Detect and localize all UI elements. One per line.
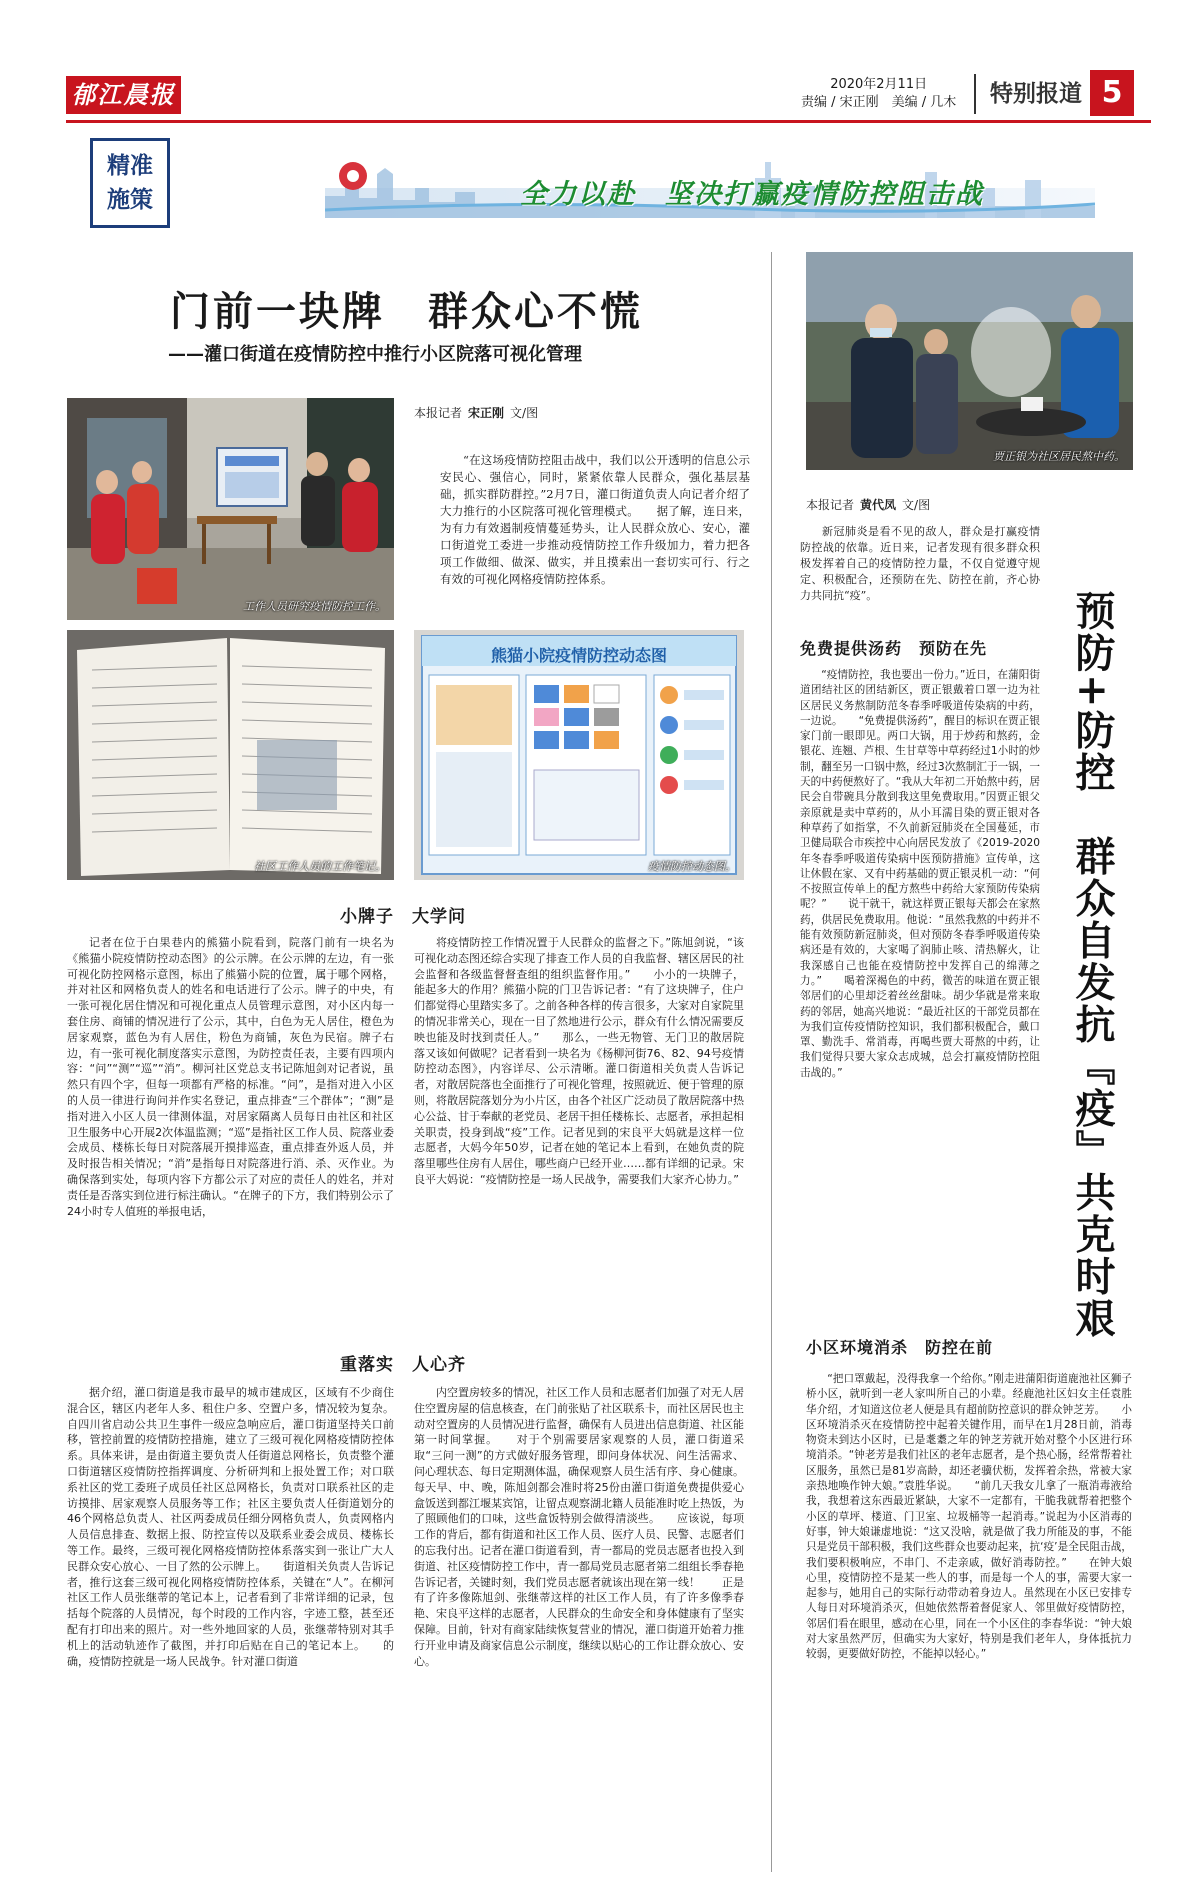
staff-meeting-image bbox=[67, 398, 394, 620]
page-number: 5 bbox=[1090, 70, 1134, 116]
work-notebook-image bbox=[67, 630, 394, 880]
section1-column-1 bbox=[67, 935, 394, 1219]
photo-control-board bbox=[414, 630, 744, 880]
sidebar-section-title-herbal: 免费提供汤药 预防在先 bbox=[800, 639, 988, 658]
photo2-caption: 社区工作人员的工作笔记。 bbox=[254, 860, 386, 873]
byline-role: 文/图 bbox=[510, 406, 539, 420]
sidebar-byline-role: 文/图 bbox=[902, 498, 931, 512]
photo-staff-meeting bbox=[67, 398, 394, 620]
sidebar-section2-text: “把口罩戴起，没得我拿一个给你。”刚走进蒲阳街道鹿池社区狮子桥小区，就听到一老人家叫所自己的小辈。经鹿池社区妇女主任袁胜华介绍，才知道这位老人便是具有超前防控意识的群众钟芝芳。 小区环境消杀灭在疫情防控中起着关键作用，而早在1月28日前，消毒物资未到达小区时，已是耄耋之年的钟芝芳就开始对整个小区进行环境消杀。“钟老芳是我们社区的老年志愿者，是个热心肠，经常帮着社区服务，虽然已是81岁高龄，却还老骥伏枥，发挥着余热，常被大家亲热地唤作钟大娘。”袁胜华说。 “前几天我女儿拿了一瓶消毒液给我，我想着这东西最近紧缺，大家不一定都有，干脆我就帮着把整个小区的草坪、楼道、门卫室、垃圾桶等一起消毒。”说起为小区消毒的好事，钟大娘谦虚地说：“这又没啥，就是做了我力所能及的事，不能只是党员干部积极，我们这些群众也要动起来，抗‘疫’是全民阻击战，我们要积极响应，不串门、不走亲戚，做好消毒防控。” 在钟大娘心里，疫情防控不是某一些人的事，而是每一个人的事，需要大家一起参与，她用自己的实际行动带动着身边人。虽然现在小区已安排专人每日对环境消杀灭，但她依然帮着督促家人、邻里做好疫情防控，邻居们看在眼里，感动在心里，同在一个小区住的李春华说：“钟大娘对大家虽然严厉，但确实为大家好，特别是我们老年人，身体抵抗力较弱，更要做好防控，不能掉以轻心。” bbox=[806, 1373, 1132, 1661]
photo3-caption: 疫情防控动态图。 bbox=[648, 860, 736, 873]
photo-work-notebook bbox=[67, 630, 394, 880]
sidebar-vertical-headline bbox=[1062, 505, 1122, 1425]
board-title: 熊猫小院疫情防控动态图 bbox=[490, 646, 667, 665]
banner-slogan: 全力以赴 坚决打赢疫情防控阻击战 bbox=[520, 179, 984, 210]
section2-column-1 bbox=[67, 1385, 394, 1669]
photo1-caption: 工作人员研究疫情防控工作。 bbox=[243, 600, 386, 613]
section1-col2-text: 将疫情防控工作情况置于人民群众的监督之下。”陈旭剑说，“该可视化动态图还综合实现了排查工作人员的自我监督、辖区居民的社会监督和各级监督督查组的组织监督作用。” 小小的一块牌子，能起多大的作用？熊猫小院的门卫告诉记者：“有了这块牌子，住户们都觉得心里踏实多了。之前各种各样的传言很多，大家对自家院里的情况非常关心，现在一目了然地进行公示，群众有什么情况需要反映也能及时找到责任人。” 那么，一些无物管、无门卫的散居院落又该如何做呢？记者看到一块名为《杨柳河街76、82、94号疫情防控动态图》，内容详尽、公示清晰。灌口街道相关负责人告诉记者，对散居院落也全面推行了可视化管理，按照就近、便于管理的原则，将散居院落划分为小片区，由各个社区广泛动员了散居院落中热心公益、甘于奉献的老党员、老居干担任楼栋长、志愿者，承担起相关职责，投身到战“疫”工作。记者见到的宋良平大妈就是这样一位志愿者，大妈今年50岁，记者在她的笔记本上看到，在她负责的院落里哪些住房有人居住，哪些商户已经开业……都有详细的记录。宋良平大妈说：“疫情防控是一场人民战争，需要我们大家齐心协力。” bbox=[414, 936, 744, 1186]
control-board-image bbox=[414, 630, 744, 880]
sidebar-byline bbox=[806, 496, 930, 513]
section-name: 特别报道 bbox=[974, 74, 1082, 114]
issue-date: 2020年2月11日 bbox=[830, 77, 928, 92]
main-subheadline: ——灌口街道在疫情防控中推行小区院落可视化管理 bbox=[168, 344, 582, 365]
section-title-small-sign: 小牌子 大学问 bbox=[340, 907, 466, 927]
section2-col2-text: 内空置房较多的情况，社区工作人员和志愿者们加强了对无人居住空置房屋的信息核查，在门前张贴了社区联系卡，而社区居民也主动对空置房的人员情况进行监督，确保有人员进出信息街道、社区能第一时间掌握。 对于个别需要居家观察的人员，灌口街道采取“三问一测”的方式做好服务管理，即问身体状况、问生活需求、问心理状态、每日定期测体温，确保观察人员生活有序、身心健康。每天早、中、晚，陈旭剑都会准时将25份由灌口街道免费提供爱心盒饭送到都江堰某宾馆，让留点观察湖北籍人员能准时吃上热饭，为了照顾他们的口味，这些盒饭特别会做得清淡些。 应该说，每项工作的背后，都有街道和社区工作人员、医疗人员、民警、志愿者们的忘我付出。记者在灌口街道看到，青一都局的党员志愿者也投入到街道、社区疫情防控工作中，青一都局党员志愿者第二组组长季春艳告诉记者，关键时刻，我们党员志愿者就该出现在第一线！ 正是有了许多像陈旭剑、张继蒂这样的社区工作人员，有了许多像季春艳、宋良平这样的志愿者，人民群众的生命安全和身体健康有了坚实保障。目前，针对有商家陆续恢复营业的情况，灌口街道开始着力推行开业申请及商家信息公示制度，继续以贴心的工作让群众放心、安心。 bbox=[414, 1386, 744, 1668]
section2-col1-text: 据介绍，灌口街道是我市最早的城市建成区，区域有不少商住混合区，辖区内老年人多、租住户多、空置户多，情况较为复杂。自四川省启动公共卫生事件一级应急响应后，灌口街道坚持关口前移，管控前置的疫情防控措施，建立了三级可视化网格疫情防控体系。具体来讲，是由街道主要负责人任街道总网格长，负责整个灌口街道辖区疫情防控指挥调度、分析研判和上报处置工作；对口联系社区的党工委班子成员任社区总网格长，负责对口联系社区的走访摸排、居家观察人员服务等工作；社区主要负责人任街道划分的46个网格总负责人、社区两委成员任细分网格负责人，负责网格内人员信息排查、数据上报、防控宣传以及联系业委会成员、楼栋长等工作。最终，三级可视化网格疫情防控体系落实到一张让广大人民群众安心放心、一目了然的公示牌上。 街道相关负责人告诉记者，推行这套三级可视化网格疫情防控体系，关键在“人”。在柳河社区工作人员张继蒂的笔记本上，记者看到了非常详细的记录，包括每个院落的人员情况，每个时段的工作内容，字迹工整，甚至还配有打印出来的照片。对一些外地回家的人员，张继蒂特别对其手机上的活动轨迹作了截图，并打印后贴在自己的笔记本上。 的确，疫情防控就是一场人民战争。针对灌口街道 bbox=[67, 1386, 394, 1668]
photo-herbal-medicine bbox=[806, 252, 1133, 470]
column-divider bbox=[771, 252, 772, 1872]
section1-column-2 bbox=[414, 935, 744, 1188]
masthead-rule bbox=[66, 120, 1151, 123]
topic-banner bbox=[90, 138, 1145, 228]
article-lead: “在这场疫情防控阻击战中，我们以公开透明的信息公示安民心、强信心，同时，紧紧依靠人民群众，强化基层基础，抓实群防群控。”2月7日，灌口街道负责人向记者介绍了大力推行的小区院落可视化管理模式。 据了解，连日来，为有力有效遏制疫情蔓延势头，让人民群众放心、安心，灌口街道党工委进一步推动疫情防控工作升级加力，着力把各项工作做细、做深、做实，并且摸索出一套切实可行、行之有效的可视化网格疫情防控体系。 bbox=[440, 453, 750, 586]
sidebar-photo-caption: 贾正银为社区居民熬中药。 bbox=[993, 450, 1125, 463]
sidebar-byline-label: 本报记者 bbox=[806, 498, 855, 512]
herbal-medicine-image bbox=[806, 252, 1133, 470]
byline-author: 宋正刚 bbox=[468, 406, 505, 420]
sidebar-section1-text-block bbox=[800, 668, 1040, 1081]
badge-line-1: 精准 bbox=[107, 153, 153, 179]
column-badge bbox=[90, 138, 170, 228]
section2-column-2 bbox=[414, 1385, 744, 1669]
sidebar-section1-text: “疫情防控，我也要出一份力。”近日，在蒲阳街道团结社区的团结新区，贾正银戴着口罩一边为社区居民义务熬制防范冬春季呼吸道传染病的中药，一边说。 “免费提供汤药”，醒目的标识在贾正银家门前一眼即见。两口大锅，用于炒药和熬药，金银花、连翘、芦根、生甘草等中草药经过1小时的炒制，翻至另一口锅中熬，经过3次熬制汇于一锅，一天的中药便熬好了。“我从大年初二开始熬中药，居民会自带碗具分散到我这里免费取用。”因贾正银父亲原就是卖中草药的，从小耳濡目染的贾正银对各种草药了如指掌，不久前新冠肺炎在全国蔓延，市卫健局联合市疾控中心向居民发放了《2019-2020年冬春季呼吸道传染病中医预防措施》宣传单，这让休假在家、又有中药基础的贾正银灵机一动：“何不按照宣传单上的配方熬些中药给大家预防传染病呢？” 说干就干，就这样贾正银每天都会在家熬药，供居民免费取用。他说：“虽然我熬的中药并不能有效预防新冠肺炎，但对预防冬春季呼吸道传染病还是有效的，大家喝了润肺止咳、清热解火，让我深感自己也能在疫情防控中发挥自己的绵薄之力。” 喝着深褐色的中药，微苦的味道在贾正银邻居们的心里却泛着丝丝甜味。胡少华就是常来取药的邻居，她高兴地说：“最近社区的干部党员都在为我们宣传疫情防控知识，我们都积极配合，戴口罩、勤洗手、常消毒，再喝些贾大哥熬的中药，让我们觉得只要大家众志成城，总会打赢疫情防控阻击战的。” bbox=[800, 669, 1040, 1079]
sidebar-section2-text-block bbox=[806, 1372, 1132, 1663]
sidebar-section-title-disinfection: 小区环境消杀 防控在前 bbox=[806, 1338, 994, 1357]
byline-label: 本报记者 bbox=[414, 406, 463, 420]
issue-info bbox=[801, 76, 956, 112]
sidebar-lead: 新冠肺炎是看不见的敌人，群众是打赢疫情防控战的依靠。近日来，记者发现有很多群众积极发挥着自己的疫情防控力量，不仅自觉遵守规定、积极配合，还预防在先、防控在前，齐心协力共同抗“疫”。 bbox=[800, 525, 1040, 602]
main-headline: 门前一块牌 群众心不慌 bbox=[170, 288, 643, 335]
article-byline bbox=[414, 404, 538, 421]
editors-credit: 责编 / 宋正刚 美编 / 几木 bbox=[801, 95, 957, 110]
section1-col1-text: 记者在位于白果巷内的熊猫小院看到，院落门前有一块名为《熊猫小院疫情防控动态图》的公示牌。在公示牌的左边，有一张可视化防控网格示意图，标出了熊猫小院的位置，属于哪个网格，并对社区和网格负责人的姓名和电话进行了公示。牌子的中央，有一张可视化居住情况和可视化重点人员管理示意图，对小区内每一套住房、商铺的情况进行了公示，其中，白色为无人居住，橙色为居家观察，蓝色为有人居住，粉色为商铺，灰色为民宿。牌子右边，有一张可视化制度落实示意图，为防控责任表，主要有四项内容：“问”“测”“巡”“消”。柳河社区党总支书记陈旭剑对记者说，虽然只有四个字，但每一项都有严格的标准。“问”，是指对进入小区的人员一律进行询问并作实名登记，重点排查“三个群体”；“测”是指对进入小区人员一律测体温，对居家隔离人员每日由社区和社区卫生服务中心开展2次体温监测；“巡”是指社区工作人员、院落业委会成员、楼栋长每日对院落展开摸排巡查，重点排查外返人员，并及时报告相关情况；“消”是指每日对院落进行消、杀、灭作业。为确保落到实处，每项内容下方都公示了对应的责任人的姓名，并对责任是否落实到位进行标注确认。“在牌子的下方，我们特别公示了24小时专人值班的举报电话， bbox=[67, 936, 394, 1218]
badge-line-2: 施策 bbox=[107, 187, 153, 213]
sidebar-byline-author: 黄代凤 bbox=[860, 498, 897, 512]
vertical-headline-text: 预防+防控 群众自发抗『疫』共克时艰 bbox=[1069, 590, 1116, 1340]
newspaper-logo: 郁江晨报 bbox=[66, 76, 181, 114]
masthead bbox=[66, 70, 1146, 122]
section-title-implementation: 重落实 人心齐 bbox=[340, 1355, 466, 1375]
